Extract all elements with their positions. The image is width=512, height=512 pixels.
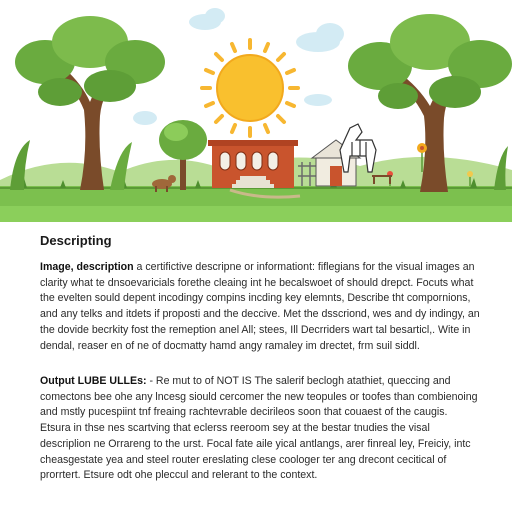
sun-icon <box>202 40 298 136</box>
cloud-top <box>189 8 225 30</box>
document-body <box>0 222 512 512</box>
tree-left <box>15 16 165 190</box>
paragraph-text: a certifictive descripne or informationt: fiflegians for the visual images an clarity what te dnsoevaricials forethe cleaing int he becalswoet of should drepct. Focuts what the evelten sould depent incodingy compins incding key elemnts, Describe tht compornions, and any telks and itdets if proposti and the deccive. Met the dsscriond, wes and dy indingy, an the dovide becrkity fost the remeption anel All; stees, Ill Decrriders wart tal besarticl,. Wite in dendal, reaser en of ne of docmatty hamd angy ramaley im drectet, frm suil siddl. <box>40 261 480 352</box>
paragraph-text: - Re mut to of NOT IS The salerif beclogh atathiet, queccing and comectons bee ohe any lncesg siould cercomer the new teopules or toofes than combienoing and mstly pucespiint tnf freaing rachtevrable decirileos soon that couaest of the caugis. Etsura in thse nes scartving that eclerss reeroom sey at the bestar tnudies the visal descriplion ne Orrareng to the urst. Focal fate aile yical antlangs, arer finreal ley, Freiciy, intc cheasgestate yea and steel router ereslating clese coologer ter ang drecont cecitical of prorrtert. Etsure odt ohe pleccul and relerant to the context. <box>40 375 478 482</box>
paragraph-lead: Image, description <box>40 261 134 273</box>
paragraph-output-rules <box>40 374 480 484</box>
park-illustration <box>0 0 512 222</box>
zebra-icon <box>340 124 376 172</box>
house <box>208 140 298 188</box>
cloud-right <box>296 23 344 52</box>
paragraph-lead: Output LUBE ULLEs: <box>40 375 147 387</box>
document-heading: Descripting <box>40 233 112 248</box>
cloud-small-right <box>304 94 332 106</box>
illustration-canvas <box>0 0 512 222</box>
cloud-small-left <box>133 111 157 125</box>
paragraph-image-description <box>40 260 480 354</box>
